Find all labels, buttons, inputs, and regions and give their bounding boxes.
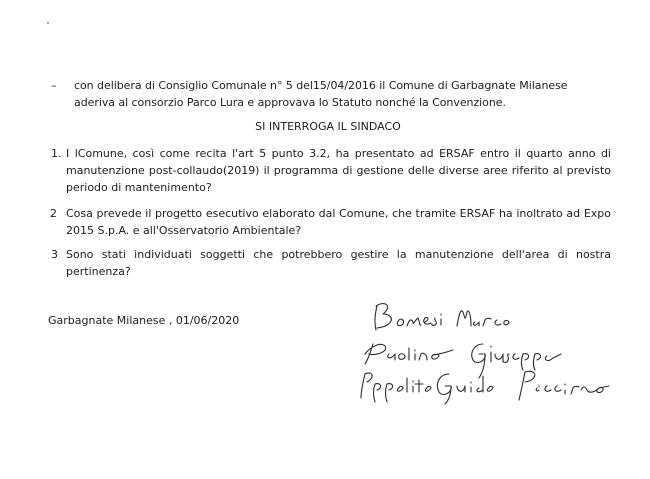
signature-3: [355, 382, 367, 383]
question-text: I lComune, così come recita l'art 5 punto 3.2, ha presentato ad ERSAF entro il quarto anno di manutenzione post-collaudo(2019) il programma di gestione delle diverse aree riferito al previsto periodo di mantenimento?: [66, 147, 611, 194]
bullet-dash: –: [51, 79, 57, 92]
place-and-date: Garbagnate Milanese , 01/06/2020: [48, 314, 240, 327]
question-number: 3: [51, 248, 58, 261]
signature-2: [355, 342, 364, 343]
question-number: 1.: [51, 147, 62, 160]
question-text: Cosa prevede il progetto esecutivo elaborato dal Comune, che tramite ERSAF ha inoltrato ad Expo 2015 S.p.A. e all'Osservatorio Ambientale?: [66, 207, 611, 237]
signature-1: [355, 292, 362, 293]
question-text: Sono stati individuati soggetti che potrebbero gestire la manutenzione dell'area di nostra pertinenza?: [66, 248, 611, 278]
section-heading: SI INTERROGA IL SINDACO: [255, 120, 401, 133]
scan-speck: [47, 22, 49, 24]
signature-scribbles: [355, 292, 615, 412]
handwritten-signatures: [355, 292, 615, 412]
premise-text: con delibera di Consiglio Comunale n° 5 del15/04/2016 il Comune di Garbagnate Milanese aderiva al consorzio Parco Lura e approvava lo Statuto nonché la Convenzione.: [74, 79, 568, 109]
question-number: 2: [50, 207, 57, 220]
